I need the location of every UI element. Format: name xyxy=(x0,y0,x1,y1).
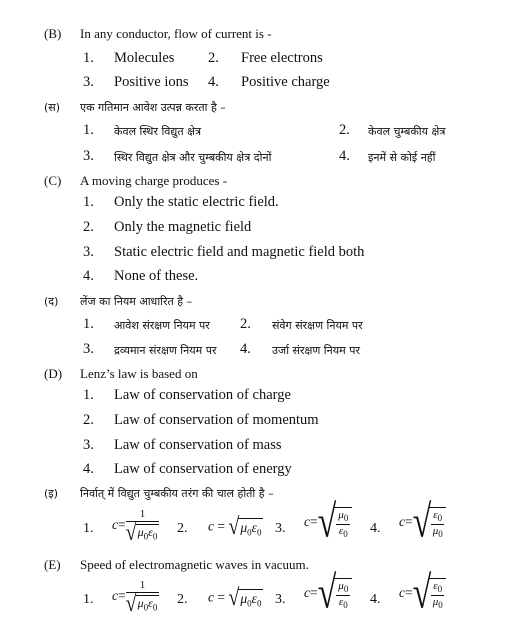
formula-option-1: c= $\frac{1}{√\mu_0\varepsilon_0}$ xyxy=(112,579,158,618)
option-text: केवल चुम्बकीय क्षेत्र xyxy=(368,125,446,138)
question-text: A moving charge produces - xyxy=(80,173,228,188)
question-text: एक गतिमान आवेश उत्पन्न करता है – xyxy=(80,101,226,114)
option-text: Free electrons xyxy=(241,50,323,66)
option-text: Law of conservation of mass xyxy=(114,437,282,453)
question-text: Speed of electromagnetic waves in vacuum. xyxy=(80,557,309,572)
formula-option-3: c=√ $\frac{\mu_0}{\varepsilon_0}$ xyxy=(304,575,352,613)
formula-option-2: $c = √\mu_0\varepsilon_0$ xyxy=(208,584,262,612)
question-label: (E) xyxy=(44,557,61,572)
option-number: 1. xyxy=(83,521,94,536)
option-number: 2. xyxy=(240,316,251,332)
option-number: 3. xyxy=(275,521,286,536)
question-label: (D) xyxy=(44,366,63,381)
option-number: 3. xyxy=(83,74,94,90)
formula-option-1: c= $\frac{1}{√\mu_0\varepsilon_0}$ xyxy=(112,508,158,547)
formula-option-4: c=√ $\frac{\varepsilon_0}{\mu_0}$ xyxy=(399,504,446,542)
option-number: 1. xyxy=(83,592,94,607)
option-text: केवल स्थिर विद्युत क्षेत्र xyxy=(114,125,202,138)
formula-option-3: c=√ $\frac{\mu_0}{\varepsilon_0}$ xyxy=(304,504,352,542)
option-number: 2. xyxy=(83,219,94,235)
option-text: संवेग संरक्षण नियम पर xyxy=(272,319,363,332)
option-number: 4. xyxy=(370,592,381,607)
formula-option-4: c=√ $\frac{\varepsilon_0}{\mu_0}$ xyxy=(399,575,446,613)
option-text: Molecules xyxy=(114,50,175,66)
option-text: Law of conservation of charge xyxy=(114,387,291,403)
option-text: Law of conservation of energy xyxy=(114,461,292,477)
option-text: द्रव्यमान संरक्षण नियम पर xyxy=(114,344,217,357)
option-text: आवेश संरक्षण नियम पर xyxy=(114,319,210,332)
option-number: 3. xyxy=(83,244,94,260)
option-text: Positive ions xyxy=(114,74,189,90)
option-number: 2. xyxy=(339,122,350,138)
option-number: 1. xyxy=(83,122,94,138)
question-text: निर्वात् में विद्युत चुम्बकीय तरंग की चाल होती है – xyxy=(80,487,274,500)
option-number: 4. xyxy=(208,74,219,90)
option-number: 1. xyxy=(83,194,94,210)
option-number: 2. xyxy=(83,412,94,428)
option-text: इनमें से कोई नहीं xyxy=(368,151,436,164)
option-text: Only the static electric field. xyxy=(114,194,279,210)
option-text: None of these. xyxy=(114,268,199,284)
option-text: स्थिर विद्युत क्षेत्र और चुम्बकीय क्षेत्र दोनों xyxy=(114,151,272,164)
question-text: लेंज का नियम आधारित है – xyxy=(80,295,193,308)
question-text: In any conductor, flow of current is - xyxy=(80,26,272,41)
question-text: Lenz’s law is based on xyxy=(80,366,198,381)
option-number: 1. xyxy=(83,50,94,66)
option-text: Law of conservation of momentum xyxy=(114,412,319,428)
option-text: Positive charge xyxy=(241,74,330,90)
option-number: 3. xyxy=(83,437,94,453)
formula-option-2: $c = √\mu_0\varepsilon_0$ xyxy=(208,513,262,541)
question-label: (इ) xyxy=(44,487,58,500)
option-number: 3. xyxy=(275,592,286,607)
question-label: (B) xyxy=(44,26,62,41)
question-label: (द) xyxy=(44,295,59,308)
option-text: उर्जा संरक्षण नियम पर xyxy=(272,344,360,357)
question-label: (स) xyxy=(44,101,61,114)
option-number: 4. xyxy=(83,268,94,284)
option-number: 1. xyxy=(83,387,94,403)
option-number: 1. xyxy=(83,316,94,332)
option-number: 4. xyxy=(240,341,251,357)
option-text: Only the magnetic field xyxy=(114,219,252,235)
option-number: 2. xyxy=(208,50,219,66)
option-text: Static electric field and magnetic field both xyxy=(114,244,365,260)
option-number: 2. xyxy=(177,592,188,607)
question-label: (C) xyxy=(44,173,62,188)
option-number: 4. xyxy=(83,461,94,477)
option-number: 4. xyxy=(339,148,350,164)
option-number: 4. xyxy=(370,521,381,536)
option-number: 3. xyxy=(83,341,94,357)
option-number: 3. xyxy=(83,148,94,164)
option-number: 2. xyxy=(177,521,188,536)
